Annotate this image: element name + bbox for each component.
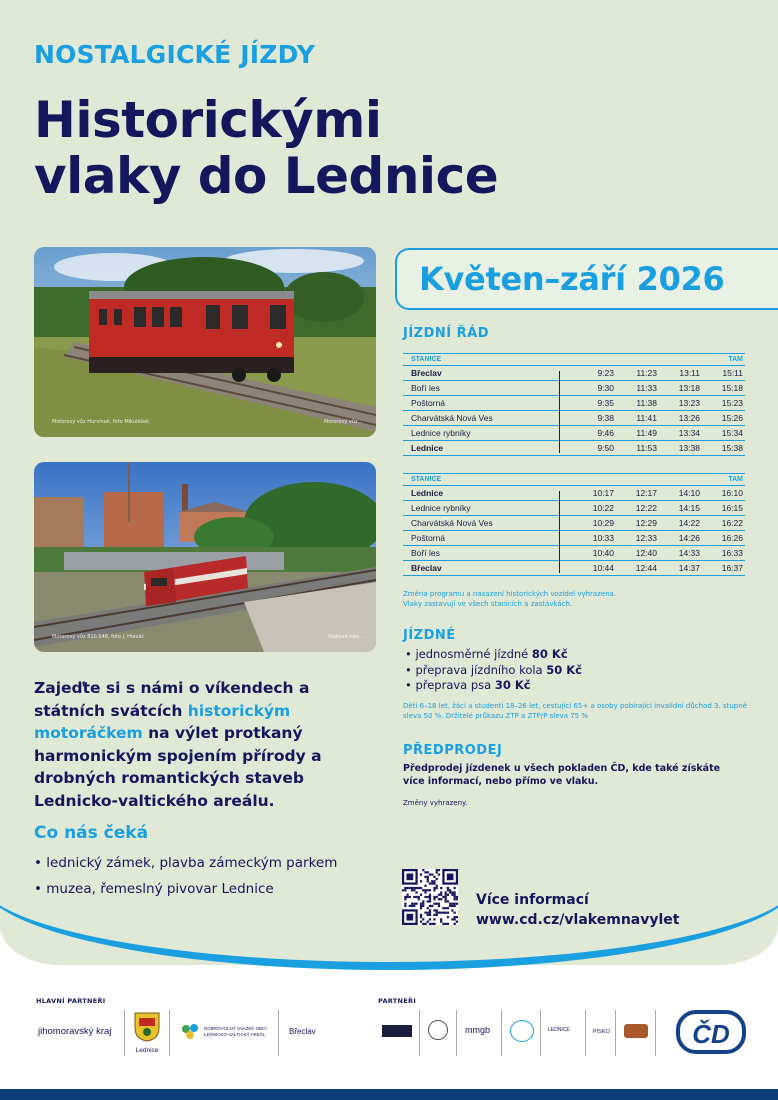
fares-heading: JÍZDNÉ xyxy=(403,628,456,643)
partner-logo-lednice: LEDNICE xyxy=(548,1027,570,1033)
departure-time: 16:22 xyxy=(702,516,745,531)
timetable-header-row xyxy=(403,354,745,366)
main-partners-heading: HLAVNÍ PARTNEŘI xyxy=(36,997,106,1005)
timetable-row xyxy=(403,381,745,396)
timetable-note xyxy=(403,589,616,609)
departure-time: 15:34 xyxy=(702,426,745,441)
departure-time: 16:26 xyxy=(702,531,745,546)
fares-discount-line2: sleva 50 %. Držitelé průkazu ZTP a ZTP/P sleva 75 % xyxy=(403,712,588,720)
departure-time: 11:38 xyxy=(616,396,659,411)
presale-text: Předprodej jízdenek u všech pokladen ČD, kde také získáte více informací, nebo přímo ve vlaku. xyxy=(403,763,721,787)
cd-logo-icon xyxy=(676,1008,746,1056)
partner-logo-brewery xyxy=(624,1024,648,1038)
station-name: Lednice xyxy=(403,486,553,501)
bottom-band xyxy=(0,1089,778,1100)
departure-time: 10:44 xyxy=(573,561,616,576)
departure-time: 16:33 xyxy=(702,546,745,561)
station-name: Boří les xyxy=(403,546,553,561)
route-line-return xyxy=(559,491,560,573)
station-name: Charvátská Nová Ves xyxy=(403,516,553,531)
dso-icon xyxy=(180,1023,202,1041)
fare-item: • jednosměrné jízdné 80 Kč xyxy=(405,647,582,663)
station-name: Lednice rybníky xyxy=(403,501,553,516)
departure-time: 13:23 xyxy=(659,396,702,411)
departure-time: 12:29 xyxy=(616,516,659,531)
timetable-return xyxy=(403,473,745,576)
timetable-note-line2: Vlaky zastavují ve všech stanicích a zastávkách. xyxy=(403,600,573,608)
departure-time: 12:17 xyxy=(616,486,659,501)
station-name: Boří les xyxy=(403,381,553,396)
dso-logo: DOBROVOLNÝ SVAZEK OBCÍ LEDNICKO-VALTICKÝ AREÁL xyxy=(180,1023,202,1041)
photo-train-in-town xyxy=(34,462,376,652)
partner-logo-mmgb: mmgb xyxy=(465,1025,491,1035)
departure-time: 9:23 xyxy=(573,366,616,381)
departure-time: 13:34 xyxy=(659,426,702,441)
partners-heading: PARTNEŘI xyxy=(378,997,417,1005)
departure-time: 13:38 xyxy=(659,441,702,456)
lead-highlight: historickým motoráčkem xyxy=(34,701,291,742)
header-station: STANICE xyxy=(403,474,553,486)
partner-logo-pisko: PÍSKO xyxy=(593,1029,610,1035)
changes-note: Změny vyhrazeny. xyxy=(403,799,468,807)
title-line-1: Historickými xyxy=(34,91,382,149)
departure-time: 9:30 xyxy=(573,381,616,396)
departure-time: 10:33 xyxy=(573,531,616,546)
departure-time: 9:35 xyxy=(573,396,616,411)
timetable-row xyxy=(403,531,745,546)
timetable-row xyxy=(403,396,745,411)
departure-time: 12:40 xyxy=(616,546,659,561)
timetable-row xyxy=(403,366,745,381)
departure-time: 11:53 xyxy=(616,441,659,456)
departure-time: 10:29 xyxy=(573,516,616,531)
fare-item: • přeprava jízdního kola 50 Kč xyxy=(405,663,582,679)
fare-item: • přeprava psa 30 Kč xyxy=(405,678,582,694)
timetable-row xyxy=(403,516,745,531)
station-name: Lednice rybníky xyxy=(403,426,553,441)
departure-time: 16:15 xyxy=(702,501,745,516)
departure-time: 14:26 xyxy=(659,531,702,546)
lead-paragraph: Zajeďte si s námi o víkendech a státních svátcích historickým motoráčkem na výlet protkaný harmonickým spojením přírody a drobných romantických staveb Lednicko-valtického areálu. xyxy=(34,679,322,810)
presale-heading: PŘEDPRODEJ xyxy=(403,743,503,758)
departure-time: 11:49 xyxy=(616,426,659,441)
timetable-row xyxy=(403,501,745,516)
departure-time: 9:50 xyxy=(573,441,616,456)
title-line-2: vlaky do Lednice xyxy=(34,147,499,205)
station-name: Břeclav xyxy=(403,561,553,576)
season-box xyxy=(395,248,778,310)
fares-list xyxy=(405,647,582,694)
timetable-row xyxy=(403,426,745,441)
timetable-row xyxy=(403,561,745,576)
route-line-outbound xyxy=(559,371,560,453)
season-label: Květen–září 2026 xyxy=(419,260,725,298)
header-direction: TAM xyxy=(702,354,745,366)
departure-time: 15:38 xyxy=(702,441,745,456)
more-info-label: Více informací xyxy=(476,892,589,908)
departure-time: 12:44 xyxy=(616,561,659,576)
partner-logo-round xyxy=(428,1020,448,1040)
svg-text:ČD: ČD xyxy=(692,1019,730,1049)
departure-time: 12:33 xyxy=(616,531,659,546)
departure-time: 11:33 xyxy=(616,381,659,396)
timetable-row xyxy=(403,441,745,456)
awaits-heading: Co nás čeká xyxy=(34,823,149,843)
departure-time: 14:15 xyxy=(659,501,702,516)
lednice-logo: Lednice xyxy=(133,1012,161,1054)
station-name: Charvátská Nová Ves xyxy=(403,411,553,426)
awaits-item: • lednický zámek, plavba zámeckým parkem xyxy=(34,850,337,876)
timetable-heading: JÍZDNÍ ŘÁD xyxy=(403,326,489,341)
departure-time: 16:10 xyxy=(702,486,745,501)
fares-discount-line1: Děti 6–18 let, žáci a studenti 18–26 let, cestující 65+ a osoby pobírající invalidní důchod 3. stupně xyxy=(403,702,747,710)
photo-red-railcar xyxy=(34,247,376,437)
departure-time: 14:22 xyxy=(659,516,702,531)
timetable-note-line1: Změna programu a nasazení historických vozidel vyhrazena. xyxy=(403,590,617,598)
awaits-list xyxy=(34,850,337,902)
more-info-link[interactable]: www.cd.cz/vlakemnavylet xyxy=(476,912,680,928)
timetable-outbound xyxy=(403,353,745,456)
departure-time: 13:11 xyxy=(659,366,702,381)
departure-time: 16:37 xyxy=(702,561,745,576)
departure-time: 14:37 xyxy=(659,561,702,576)
departure-time: 14:33 xyxy=(659,546,702,561)
departure-time: 15:23 xyxy=(702,396,745,411)
kicker: NOSTALGICKÉ JÍZDY xyxy=(34,40,316,69)
departure-time: 13:18 xyxy=(659,381,702,396)
fares-discount xyxy=(403,701,747,721)
partner-logo-train xyxy=(382,1025,412,1037)
breclav-logo: Břeclav xyxy=(289,1027,316,1036)
departure-time: 10:40 xyxy=(573,546,616,561)
qr-code-icon[interactable] xyxy=(402,869,458,925)
departure-time: 15:26 xyxy=(702,411,745,426)
departure-time: 12:22 xyxy=(616,501,659,516)
departure-time: 15:18 xyxy=(702,381,745,396)
timetable-row xyxy=(403,546,745,561)
timetable-row xyxy=(403,486,745,501)
jmk-logo: jihomoravský kraj xyxy=(38,1026,112,1037)
cd-logo xyxy=(676,1008,746,1061)
departure-time: 10:17 xyxy=(573,486,616,501)
departure-time: 10:22 xyxy=(573,501,616,516)
photo2-caption-right: Vlakové foto... xyxy=(328,634,364,640)
more-info xyxy=(476,890,679,930)
lednice-coat-of-arms-icon xyxy=(134,1012,160,1042)
header-station: STANICE xyxy=(403,354,553,366)
station-name: Břeclav xyxy=(403,366,553,381)
header-direction: TAM xyxy=(702,474,745,486)
page-title xyxy=(34,92,498,204)
photo2-caption: Motorový vůz 810.548, foto J. Hlaváč xyxy=(52,634,145,640)
departure-time: 14:10 xyxy=(659,486,702,501)
station-name: Lednice xyxy=(403,441,553,456)
timetable-row xyxy=(403,411,745,426)
partner-logo-circle xyxy=(510,1020,534,1042)
station-name: Poštorná xyxy=(403,531,553,546)
departure-time: 15:11 xyxy=(702,366,745,381)
departure-time: 9:38 xyxy=(573,411,616,426)
departure-time: 11:41 xyxy=(616,411,659,426)
timetable-header-row xyxy=(403,474,745,486)
departure-time: 11:23 xyxy=(616,366,659,381)
photo1-caption: Motorový vůz Hurvínek, foto Mikulášek xyxy=(52,419,149,425)
station-name: Poštorná xyxy=(403,396,553,411)
photo1-caption-right: Motorový vůz... xyxy=(324,419,363,425)
departure-time: 9:46 xyxy=(573,426,616,441)
awaits-item: • muzea, řemeslný pivovar Lednice xyxy=(34,876,337,902)
departure-time: 13:26 xyxy=(659,411,702,426)
